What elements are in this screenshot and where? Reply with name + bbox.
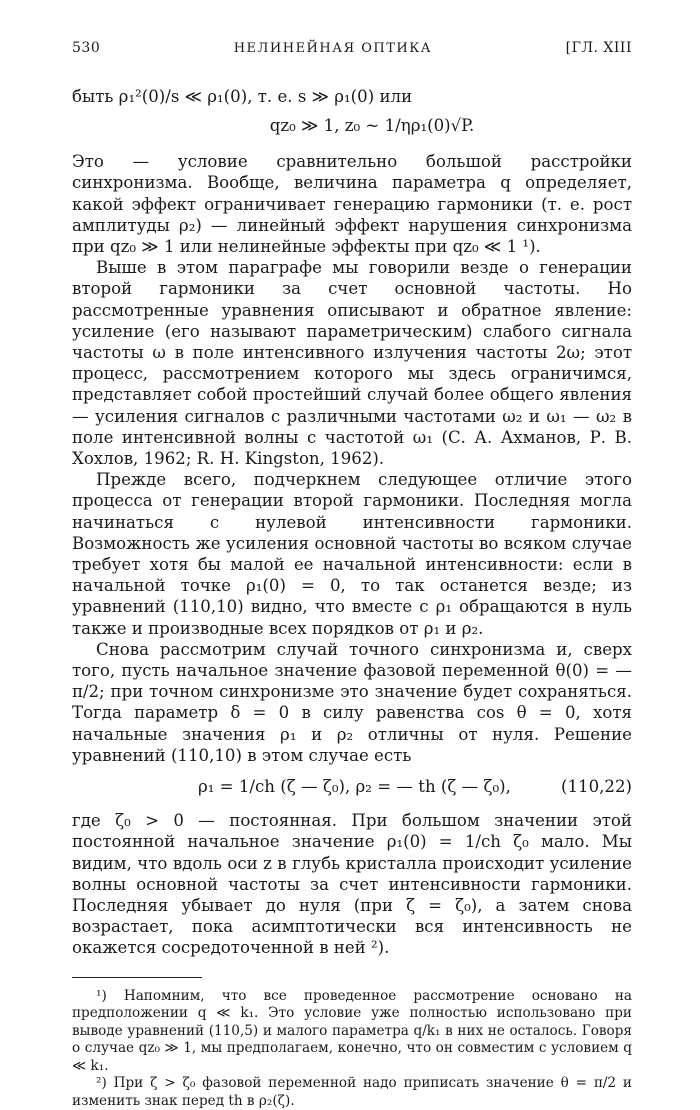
intro-line: быть ρ₁²(0)/s ≪ ρ₁(0), т. е. s ≫ ρ₁(0) или [72, 87, 413, 106]
footnote-1: ¹) Напомним, что все проведенное рассмотрение основано на предположении q ≪ k₁. Это условие уже полностью использовано при выводе уравнений (110,5) и малого параметра q/k₁ в них не осталось. Говоря о случае qz₀ ≫ 1, мы предполагаем, конечно, что он совместим с условием q ≪ k₁. [72, 987, 632, 1074]
book-page [72, 40, 632, 1110]
paragraph-3: Прежде всего, подчеркнем следующее отличие этого процесса от генерации второй гармоники. Последняя могла начинаться с нулевой интенсивности гармоники. Возможность же усиления основной частоты во всяком случае требует хотя бы малой ее начальной интенсивности: если в начальной точке ρ₁(0) = 0, то так останется везде; из уравнений (110,10) видно, что вместе с ρ₁ обращаются в нуль также и производные всех порядков от ρ₁ и ρ₂. [72, 470, 632, 638]
equation-110-22 [72, 776, 632, 798]
paragraph-5: где ζ₀ > 0 — постоянная. При большом значении этой постоянной начальное значение ρ₁(0) = 1/ch ζ₀ мало. Мы видим, что вдоль оси z в глубь кристалла происходит усиление волны основной частоты за счет интенсивности гармоники. Последняя убывает до нуля (при ζ = ζ₀), а затем снова возрастает, пока асимптотически вся интенсивность не окажется сосредоточенной в ней ²). [72, 811, 632, 958]
formula-condition: qz₀ ≫ 1, z₀ ~ 1/ηρ₁(0)√P. [269, 116, 475, 136]
running-header [72, 40, 632, 64]
page-number: 530 [72, 40, 101, 56]
equation-number: (110,22) [560, 777, 632, 797]
paragraph-4: Снова рассмотрим случай точного синхронизма и, сверх того, пусть начальное значение фазовой переменной θ(0) = — π/2; при точном синхронизме это значение будет сохраняться. Тогда параметр δ = 0 в силу равенства cos θ = 0, хотя начальные значения ρ₁ и ρ₂ отличны от нуля. Решение уравнений (110,10) в этом случае есть [72, 639, 632, 765]
paragraph-2: Выше в этом параграфе мы говорили везде о генерации второй гармоники за счет основной частоты. Но рассмотренные уравнения описывают и обратное явление: усиление (его называют параметрическим) слабого сигнала частоты ω в поле интенсивного излучения частоты 2ω; этот процесс, рассмотрением которого мы здесь ограничимся, представляет собой простейший случай более общего явления — усиления сигналов с различными частотами ω₂ и ω₁ — ω₂ в поле интенсивной волны с частотой ω₁ (С. А. Ахманов, Р. В. Хохлов, 1962; R. H. Kingston, 1962). [72, 258, 632, 469]
footnote-2: ²) При ζ > ζ₀ фазовой переменной надо приписать значение θ = π/2 и изменить знак перед th в ρ₂(ζ). [72, 1075, 632, 1109]
running-title: НЕЛИНЕЙНАЯ ОПТИКА [233, 41, 433, 56]
paragraph-1: Это — условие сравнительно большой расстройки синхронизма. Вообще, величина параметра q определяет, какой эффект ограничивает генерацию гармоники (т. е. рост амплитуды ρ₂) — линейный эффект нарушения синхронизма при qz₀ ≫ 1 или нелинейные эффекты при qz₀ ≪ 1 ¹). [72, 152, 632, 257]
footnote-divider [72, 977, 202, 978]
chapter-label: [ГЛ. XIII [565, 40, 632, 56]
equation-body: ρ₁ = 1/ch (ζ — ζ₀), ρ₂ = — th (ζ — ζ₀), [198, 777, 511, 797]
